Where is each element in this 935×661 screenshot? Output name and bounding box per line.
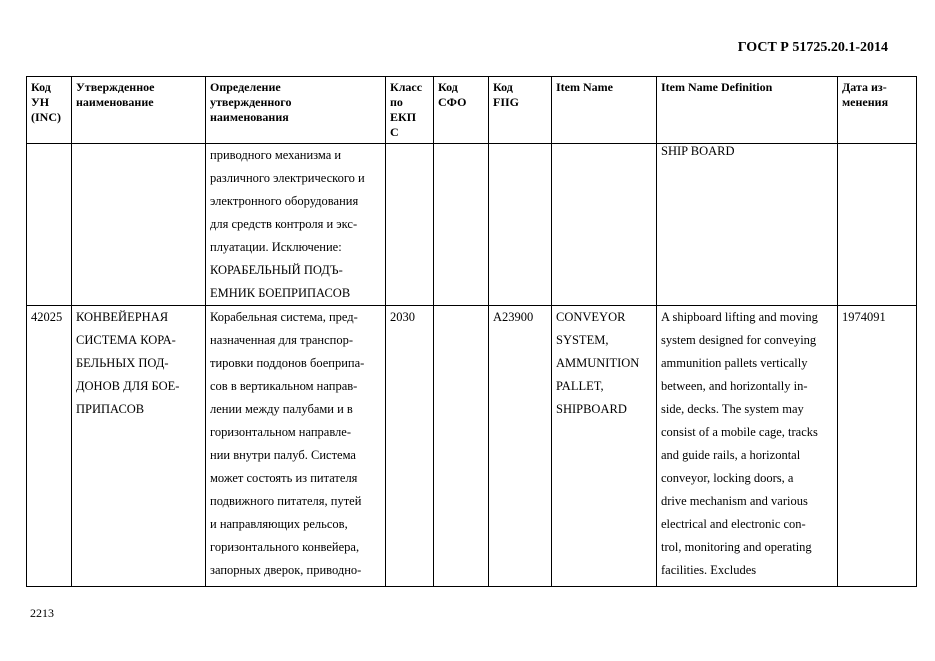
cell-inc: 42025	[27, 306, 72, 587]
cell-item-name-definition: SHIP BOARD	[657, 144, 838, 306]
header-class: Класс по ЕКП С	[386, 77, 434, 144]
cell-class: 2030	[386, 306, 434, 587]
header-approved-name: Утвержденное наименование	[72, 77, 206, 144]
cell-item-name-definition: A shipboard lifting and moving system designed for conveying ammunition pallets vertically between, and horizontally in- side, decks. The system may consist of a mobile cage, tracks and guide rails, a horizontal conveyor, locking doors, a drive mechanism and various electrical and electronic con- trol, monitoring and operating facilities. Excludes	[657, 306, 838, 587]
cell-approved-name	[72, 144, 206, 306]
header-inc: Код УН (INC)	[27, 77, 72, 144]
cell-approved-name: КОНВЕЙЕРНАЯ СИСТЕМА КОРА- БЕЛЬНЫХ ПОД- ДОНОВ ДЛЯ БОЕ- ПРИПАСОВ	[72, 306, 206, 587]
cell-inc	[27, 144, 72, 306]
cell-sfo	[434, 306, 489, 587]
table-row	[27, 144, 917, 306]
page-number: 2213	[30, 606, 54, 620]
header-definition: Определение утвержденного наименования	[206, 77, 386, 144]
cell-sfo	[434, 144, 489, 306]
header-item-name-definition: Item Name Definition	[657, 77, 838, 144]
cell-change-date: 1974091	[838, 306, 917, 587]
cell-fiig: A23900	[489, 306, 552, 587]
header-item-name: Item Name	[552, 77, 657, 144]
table-row	[27, 306, 917, 587]
header-row	[27, 77, 917, 144]
header-sfo: Код СФО	[434, 77, 489, 144]
header-fiig: Код FIIG	[489, 77, 552, 144]
cell-class	[386, 144, 434, 306]
document-code: ГОСТ Р 51725.20.1-2014	[737, 40, 888, 55]
cell-fiig	[489, 144, 552, 306]
cell-item-name: CONVEYOR SYSTEM, AMMUNITION PALLET, SHIPBOARD	[552, 306, 657, 587]
cell-definition: Корабельная система, пред- назначенная для транспор- тировки поддонов боеприпа- сов в вертикальном направ- лении между палубами и в горизонтальном направле- нии внутри палуб. Система может состоять из питателя подвижного питателя, путей и направляющих рельсов, горизонтального конвейера, запорных дверок, приводно-	[206, 306, 386, 587]
cell-item-name	[552, 144, 657, 306]
classification-table	[26, 76, 917, 587]
cell-change-date	[838, 144, 917, 306]
cell-definition: приводного механизма и различного электрического и электронного оборудования для средств контроля и экс- плуатации. Исключение: КОРАБЕЛЬНЫЙ ПОДЪ- ЕМНИК БОЕПРИПАСОВ	[206, 144, 386, 306]
header-change-date: Дата из- менения	[838, 77, 917, 144]
